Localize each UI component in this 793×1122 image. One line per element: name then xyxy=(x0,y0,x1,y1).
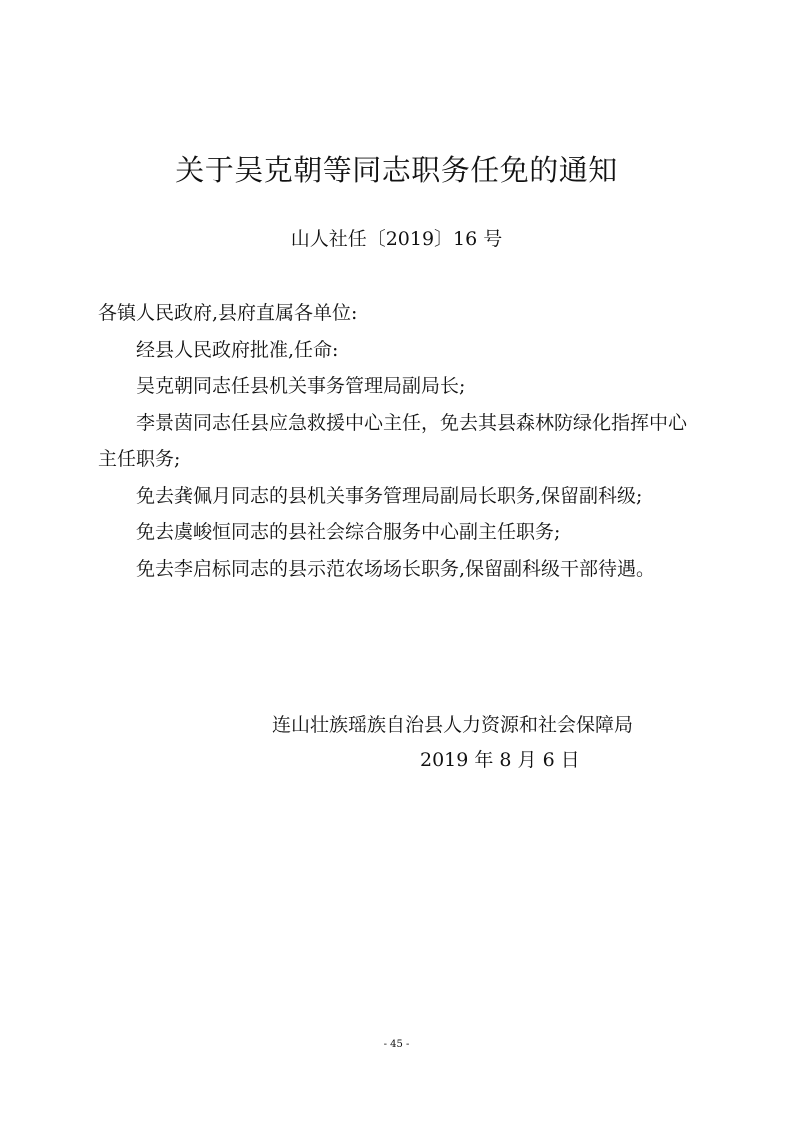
paragraph-removal-3: 免去李启标同志的县示范农场场长职务,保留副科级干部待遇。 xyxy=(136,557,656,580)
issuer-signature: 连山壮族瑶族自治县人力资源和社会保障局 xyxy=(272,714,634,736)
paragraph-appointment-2: 李景茵同志任县应急救援中心主任，免去其县森林防绿化指挥中心主任职务; xyxy=(98,411,688,470)
salutation: 各镇人民政府,县府直属各单位: xyxy=(98,302,358,324)
document-title: 关于吴克朝等同志职务任免的通知 xyxy=(175,153,618,187)
paragraph-removal-1: 免去龚佩月同志的县机关事务管理局副局长职务,保留副科级; xyxy=(136,484,643,507)
paragraph-removal-2: 免去虞峻恒同志的县社会综合服务中心副主任职务; xyxy=(136,521,561,543)
page-number: - 45 - xyxy=(383,1039,410,1050)
paragraph-approval: 经县人民政府批准,任命: xyxy=(136,338,339,361)
paragraph-appointment-1: 吴克朝同志任县机关事务管理局副局长; xyxy=(136,375,466,397)
issue-date: 2019 年 8 月 6 日 xyxy=(420,749,580,771)
document-number: 山人社任〔2019〕16 号 xyxy=(290,228,503,250)
document-body xyxy=(98,295,698,587)
